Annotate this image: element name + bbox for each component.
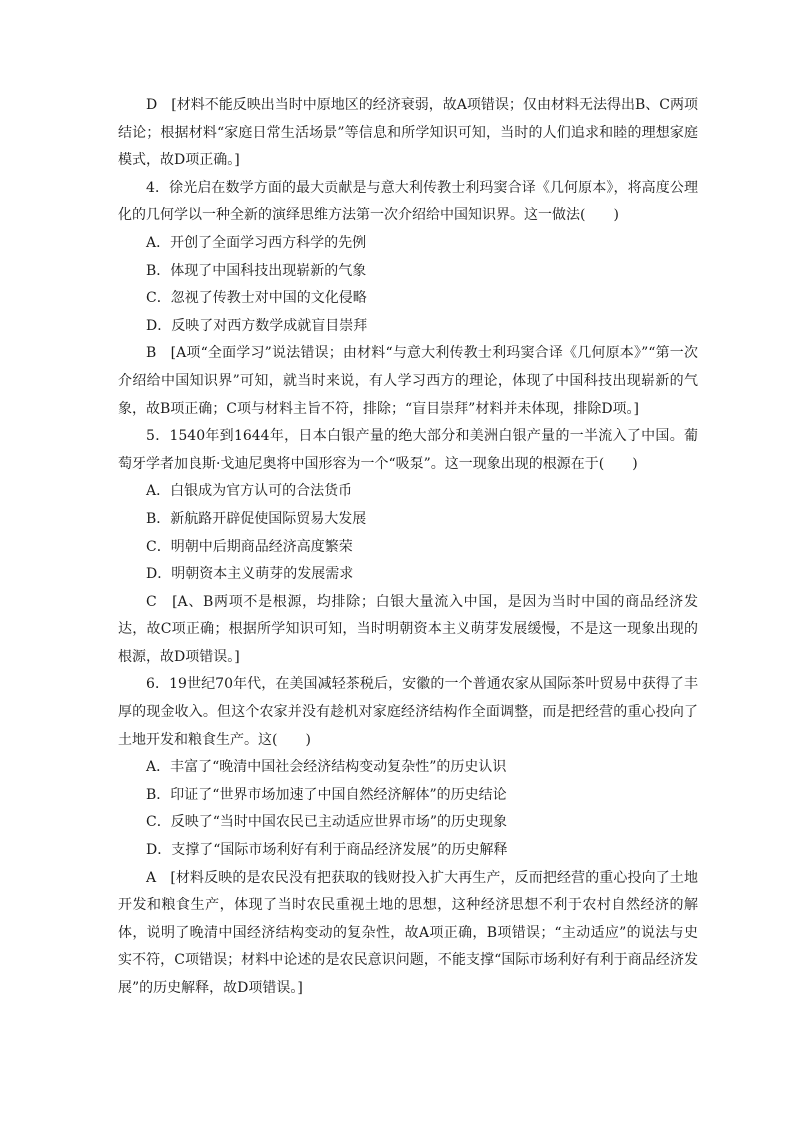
question-5-option-d: D．明朝资本主义萌芽的发展需求	[146, 566, 354, 583]
question-6-stem: 6．19世纪70年代，在美国减轻茶税后，安徽的一个普通农家从国际茶叶贸易中获得了丰厚的现金收入。但这个农家并没有趁机对家庭经济结构作全面调整，而是把经营的重心投向了土地开发和粮食生产。这( )	[118, 676, 698, 748]
question-5-option-a: A．白银成为官方认可的合法货币	[146, 483, 353, 500]
question-5-stem: 5．1540年到1644年，日本白银产量的绝大部分和美洲白银产量的一半流入了中国。葡萄牙学者加良斯·戈迪尼奥将中国形容为一个“吸泵”。这一现象出现的根源在于( )	[118, 428, 698, 472]
answer-explanation-4: B [A项“全面学习”说法错误；由材料“与意大利传教士利玛窦合译《几何原本》”“第一次介绍给中国知识界”可知，就当时来说，有人学习西方的理论，体现了中国科技出现崭新的气象，故B项正确；C项与材料主旨不符，排除；“盲目崇拜”材料并未体现，排除D项。]	[118, 345, 698, 417]
question-6-option-a: A．丰富了“晚清中国社会经济结构变动复杂性”的历史认识	[146, 759, 507, 776]
answer-explanation-3: D [材料不能反映出当时中原地区的经济衰弱，故A项错误；仅由材料无法得出B、C两项结论；根据材料“家庭日常生活场景”等信息和所学知识可知，当时的人们追求和睦的理想家庭模式，故D项正确。]	[118, 97, 698, 169]
question-6-option-b: B．印证了“世界市场加速了中国自然经济解体”的历史结论	[146, 786, 507, 803]
question-4-option-a: A．开创了全面学习西方科学的先例	[146, 234, 367, 251]
answer-explanation-5: C [A、B两项不是根源，均排除；白银大量流入中国，是因为当时中国的商品经济发达，故C项正确；根据所学知识可知，当时明朝资本主义萌芽发展缓慢，不是这一现象出现的根源，故D项错误。]	[118, 593, 698, 665]
question-5-option-b: B．新航路开辟促使国际贸易大发展	[146, 510, 367, 527]
answer-explanation-6: A [材料反映的是农民没有把获取的钱财投入扩大再生产，反而把经营的重心投向了土地开发和粮食生产，体现了当时农民重视土地的思想，这种经济思想不利于农村自然经济的解体，说明了晚清中国经济结构变动的复杂性，故A项正确，B项错误；“主动适应”的说法与史实不符，C项错误；材料中论述的是农民意识问题，不能支撑“国际市场利好有利于商品经济发展”的历史解释，故D项错误。]	[118, 869, 698, 996]
question-4-option-c: C．忽视了传教士对中国的文化侵略	[146, 290, 367, 307]
question-4-stem: 4．徐光启在数学方面的最大贡献是与意大利传教士利玛窦合译《几何原本》，将高度公理化的几何学以一种全新的演绎思维方法第一次介绍给中国知识界。这一做法( )	[118, 179, 698, 224]
question-6-option-c: C．反映了“当时中国农民已主动适应世界市场”的历史现象	[146, 814, 508, 831]
question-4-option-d: D．反映了对西方数学成就盲目崇拜	[146, 317, 368, 334]
question-4-option-b: B．体现了中国科技出现崭新的气象	[146, 262, 367, 279]
question-5-option-c: C．明朝中后期商品经济高度繁荣	[146, 538, 353, 555]
question-6-option-d: D．支撑了“国际市场利好有利于商品经济发展”的历史解释	[146, 842, 508, 859]
